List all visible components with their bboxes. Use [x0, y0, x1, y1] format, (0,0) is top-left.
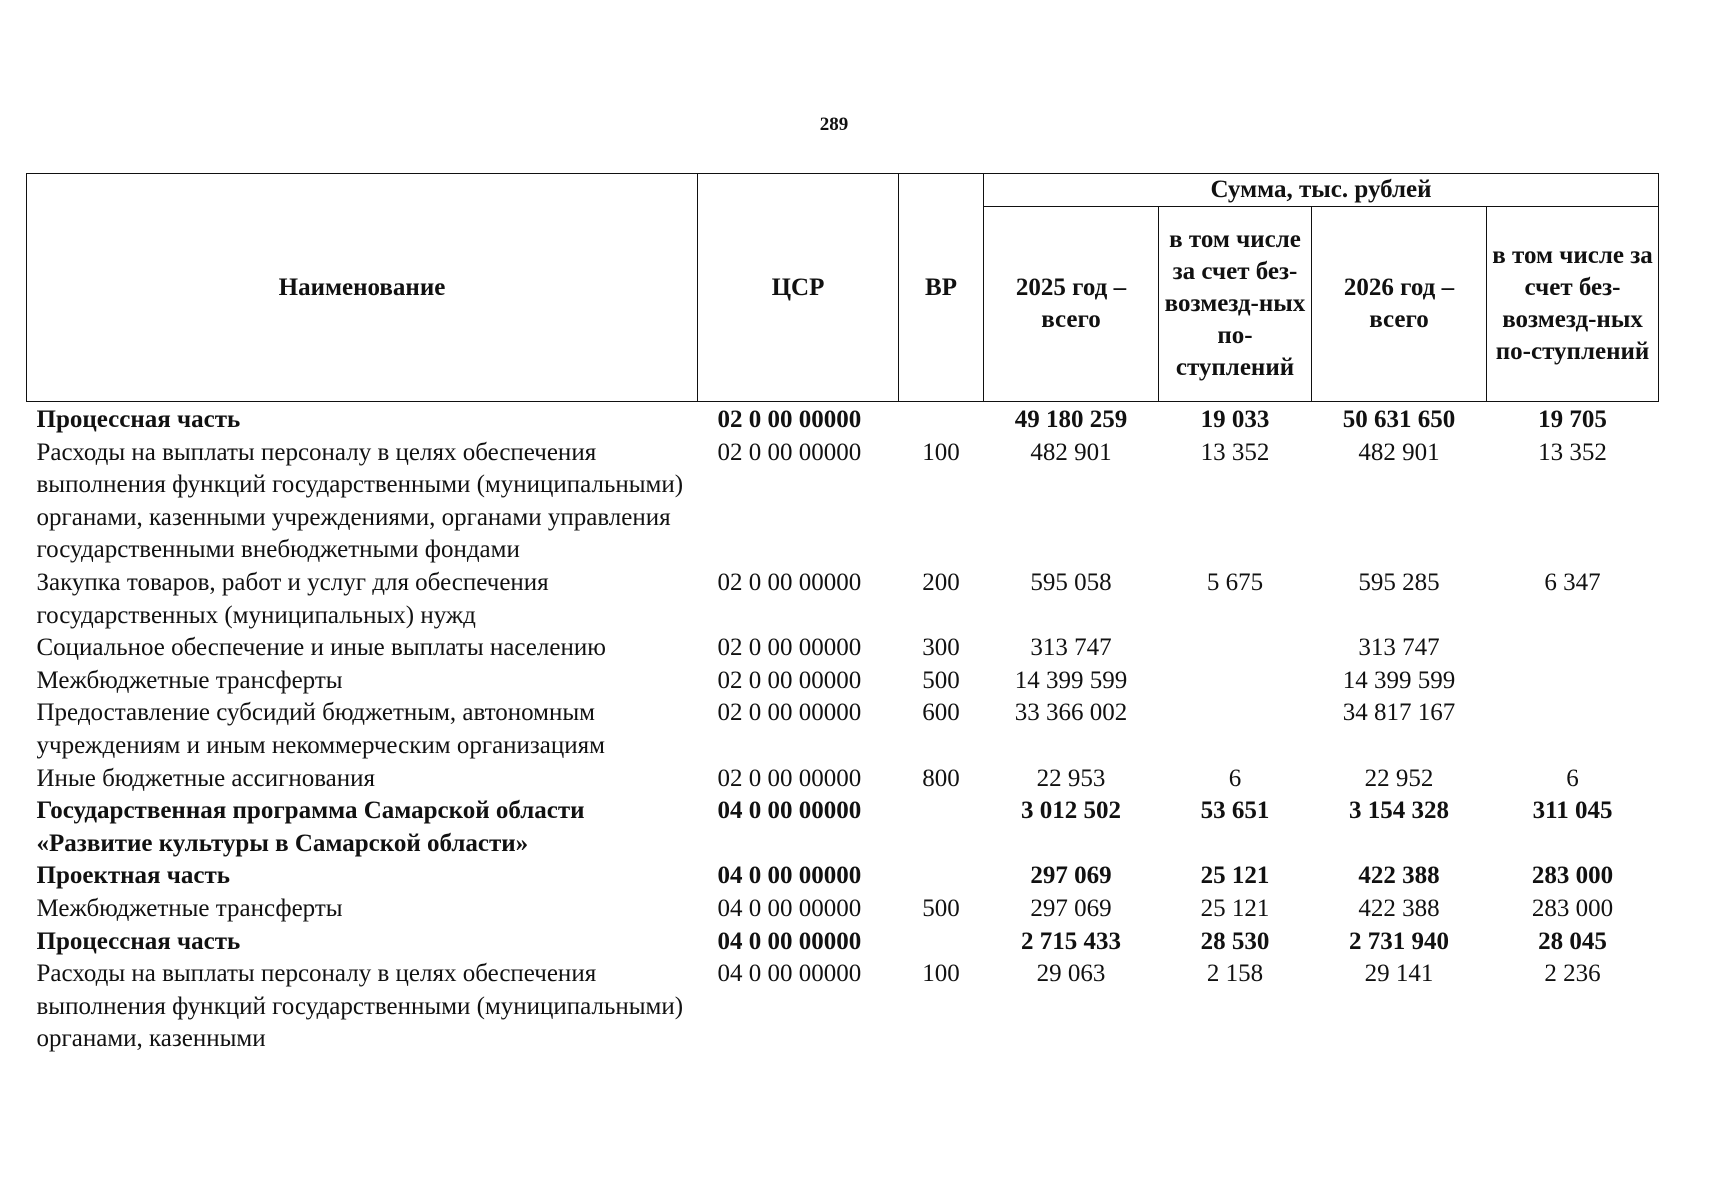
table-body: [27, 402, 1659, 1056]
row-vr: [899, 795, 984, 860]
row-2026-incl: 19 705: [1538, 406, 1607, 433]
row-2026-incl: 6 347: [1544, 568, 1601, 596]
header-csr: ЦСР: [698, 174, 899, 402]
row-2026-total: 50 631 650: [1342, 406, 1456, 433]
row-2025-incl: [1159, 665, 1312, 698]
row-name: Проектная часть: [36, 862, 231, 890]
row-vr: 600: [922, 699, 960, 727]
row-csr: 04 0 00 00000: [717, 927, 862, 955]
row-2026-incl: 2 236: [1544, 960, 1601, 988]
row-name: Межбюджетные трансферты: [36, 666, 343, 694]
row-name: Закупка товаров, работ и услуг для обеспечения государственных (муниципальных) нужд: [36, 568, 549, 629]
row-name: Процессная часть: [36, 406, 241, 433]
row-2025-incl: [1159, 632, 1312, 665]
row-2025-incl: 2 158: [1206, 960, 1264, 988]
row-2025-incl: 25 121: [1200, 862, 1270, 890]
row-2026-incl: [1487, 632, 1659, 665]
row-vr: [899, 860, 984, 893]
header-2026-total: 2026 год – всего: [1312, 207, 1487, 402]
row-2026-incl: 13 352: [1538, 438, 1607, 466]
table-header: [27, 174, 1659, 402]
row-2026-total: 14 399 599: [1342, 666, 1456, 694]
row-vr: 200: [922, 568, 960, 596]
row-vr: 500: [922, 894, 960, 922]
row-2025-total: 22 953: [1036, 764, 1106, 792]
row-2025-incl: 5 675: [1206, 568, 1264, 596]
row-2025-incl: 53 651: [1200, 797, 1270, 825]
row-2026-incl: [1487, 665, 1659, 698]
row-2025-incl: 19 033: [1200, 406, 1270, 433]
row-2026-total: 3 154 328: [1349, 797, 1449, 825]
row-2025-total: 49 180 259: [1014, 406, 1128, 433]
row-name: Социальное обеспечение и иные выплаты населению: [36, 634, 606, 662]
row-name: Иные бюджетные ассигнования: [36, 764, 376, 792]
row-2025-total: 33 366 002: [1014, 699, 1128, 727]
table-row: [27, 958, 1659, 1056]
row-csr: 02 0 00 00000: [717, 438, 862, 466]
row-2025-total: 297 069: [1030, 862, 1112, 890]
row-2025-total: 29 063: [1036, 960, 1106, 988]
row-vr: 500: [922, 666, 960, 694]
row-2025-total: 3 012 502: [1021, 797, 1121, 825]
row-csr: 04 0 00 00000: [717, 862, 862, 890]
row-csr: 04 0 00 00000: [717, 797, 862, 825]
table-row: [27, 402, 1659, 437]
table-row: [27, 665, 1659, 698]
row-2026-total: 422 388: [1358, 862, 1440, 890]
table-row: [27, 567, 1659, 632]
table-row: [27, 795, 1659, 860]
row-2026-incl: 283 000: [1531, 862, 1614, 890]
row-csr: 02 0 00 00000: [717, 406, 862, 433]
row-csr: 02 0 00 00000: [717, 764, 862, 792]
row-name: Предоставление субсидий бюджетным, автономным учреждениям и иным некоммерческим организациям: [36, 699, 605, 759]
row-vr: [899, 926, 984, 959]
budget-table: [26, 173, 1659, 1056]
row-2026-total: 482 901: [1358, 438, 1440, 466]
row-2025-total: 14 399 599: [1014, 666, 1128, 694]
row-vr: 300: [922, 634, 960, 662]
table-row: [27, 926, 1659, 959]
row-2026-total: 595 285: [1358, 568, 1440, 596]
row-2025-total: 2 715 433: [1021, 927, 1121, 955]
row-2025-incl: 6: [1228, 764, 1242, 792]
row-2026-total: 422 388: [1358, 894, 1440, 922]
row-name: Межбюджетные трансферты: [36, 894, 343, 922]
header-sum-title: Сумма, тыс. рублей: [984, 174, 1659, 207]
row-name: Государственная программа Самарской области «Развитие культуры в Самарской области»: [36, 797, 585, 857]
row-vr: [899, 402, 984, 437]
row-name: Процессная часть: [36, 927, 241, 955]
row-csr: 02 0 00 00000: [717, 699, 862, 727]
row-2026-total: 29 141: [1364, 960, 1434, 988]
row-2025-incl: [1159, 697, 1312, 762]
table-row: [27, 763, 1659, 796]
header-2025-total: 2025 год – всего: [984, 207, 1159, 402]
row-name: Расходы на выплаты персоналу в целях обеспечения выполнения функций государственными (муниципальными) органами, казенными: [36, 960, 684, 1053]
row-csr: 04 0 00 00000: [717, 894, 862, 922]
table-row: [27, 697, 1659, 762]
row-csr: 02 0 00 00000: [717, 568, 862, 596]
row-2026-total: 2 731 940: [1349, 927, 1449, 955]
table-row: [27, 860, 1659, 893]
row-csr: 02 0 00 00000: [717, 666, 862, 694]
row-2025-incl: 28 530: [1200, 927, 1270, 955]
table-row: [27, 437, 1659, 567]
row-2025-total: 595 058: [1030, 568, 1112, 596]
row-2026-incl: 28 045: [1538, 927, 1607, 955]
row-vr: 800: [922, 764, 960, 792]
row-vr: 100: [922, 960, 960, 988]
row-vr: 100: [922, 438, 960, 466]
row-2026-incl: 6: [1566, 764, 1579, 792]
header-2026-incl: в том числе за счет без-возмезд-ных по-ступлений: [1487, 207, 1659, 402]
row-2026-total: 22 952: [1364, 764, 1434, 792]
row-csr: 02 0 00 00000: [717, 634, 862, 662]
row-2026-incl: 283 000: [1531, 894, 1614, 922]
header-vr: ВР: [899, 174, 984, 402]
row-2025-total: 297 069: [1030, 894, 1112, 922]
page-number: 289: [819, 114, 849, 135]
header-name: Наименование: [27, 174, 698, 402]
row-2025-incl: 13 352: [1200, 438, 1270, 466]
row-csr: 04 0 00 00000: [717, 960, 862, 988]
row-name: Расходы на выплаты персоналу в целях обеспечения выполнения функций государственными (муниципальными) органами, казенными учреждениями, органами управления государственными внебюджетными фондами: [36, 438, 684, 564]
row-2026-incl: 311 045: [1532, 797, 1613, 825]
row-2026-incl: [1487, 697, 1659, 762]
row-2025-incl: 25 121: [1200, 894, 1270, 922]
row-2025-total: 313 747: [1030, 634, 1112, 662]
table-row: [27, 893, 1659, 926]
row-2025-total: 482 901: [1030, 438, 1112, 466]
header-2025-incl: в том числе за счет без-возмезд-ных по-ступлений: [1159, 207, 1312, 402]
row-2026-total: 313 747: [1358, 634, 1440, 662]
row-2026-total: 34 817 167: [1342, 699, 1456, 727]
table-row: [27, 632, 1659, 665]
